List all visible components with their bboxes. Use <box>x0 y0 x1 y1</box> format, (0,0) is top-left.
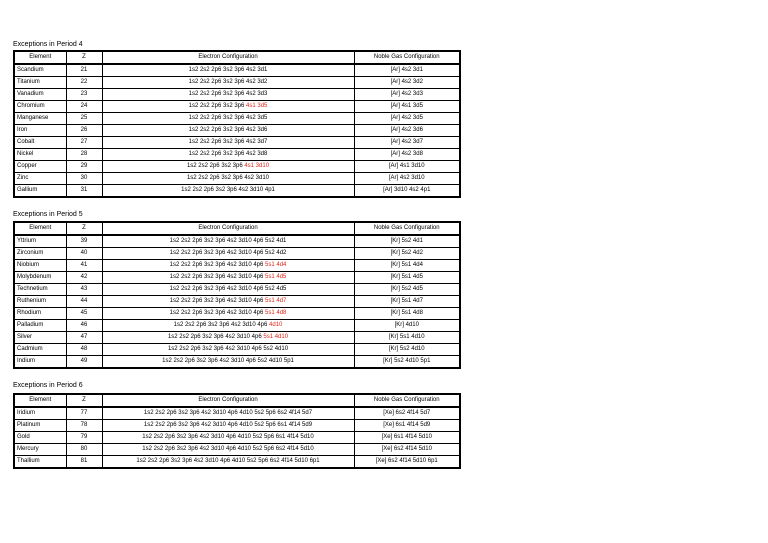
electron-config-text: 1s2 2s2 2p6 3s2 3p6 4s2 3d10 4p1 <box>181 187 275 193</box>
element-name-cell: Palladium <box>14 320 66 332</box>
electron-config-cell <box>102 356 354 369</box>
electron-config-cell <box>102 284 354 296</box>
atomic-number-cell: 40 <box>66 248 102 260</box>
atomic-number-cell: 43 <box>66 284 102 296</box>
element-header: Element <box>14 51 66 64</box>
electron-config-text: 1s2 2s2 2p6 3s2 3p6 4s2 3d10 4p6 <box>167 334 262 340</box>
noble-gas-config-cell: [Kr] 5s2 4d5 <box>354 284 460 296</box>
atomic-number-cell: 22 <box>66 77 102 89</box>
noble-gas-config-cell: [Xe] 6s2 4f14 5d7 <box>354 407 460 420</box>
table-row <box>14 308 460 320</box>
period4-title: Exceptions in Period 4 <box>13 41 83 48</box>
table-row <box>14 248 460 260</box>
header-row <box>14 394 460 407</box>
electron-config-cell <box>102 344 354 356</box>
electron-config-cell <box>102 296 354 308</box>
noble-gas-config-cell: [Ar] 4s2 3d5 <box>354 113 460 125</box>
element-name-cell: Yttrium <box>14 235 66 248</box>
atomic-number-cell: 29 <box>66 161 102 173</box>
electron-config-cell <box>102 77 354 89</box>
electron-config-cell <box>102 248 354 260</box>
electron-config-text: 1s2 2s2 2p6 3s2 3p6 <box>188 103 245 109</box>
table-row <box>14 113 460 125</box>
element-name-cell: Gallium <box>14 185 66 198</box>
element-name-cell: Rhodium <box>14 308 66 320</box>
element-name-cell: Thallium <box>14 456 66 469</box>
electron-config-cell <box>102 149 354 161</box>
atomic-number-cell: 24 <box>66 101 102 113</box>
table-row <box>14 101 460 113</box>
electron-config-cell <box>102 173 354 185</box>
element-name-cell: Molybdenum <box>14 272 66 284</box>
noble-gas-config-cell: [Xe] 6s1 4f14 5d10 <box>354 432 460 444</box>
z-header: Z <box>66 222 102 235</box>
element-name-cell: Iron <box>14 125 66 137</box>
electron-config-cell <box>102 125 354 137</box>
noble-gas-config-cell: [Ar] 4s2 3d7 <box>354 137 460 149</box>
table-row <box>14 137 460 149</box>
electron-config-text: 1s2 2s2 2p6 3s2 3p6 4s2 3d5 <box>188 115 268 121</box>
atomic-number-cell: 23 <box>66 89 102 101</box>
table-row <box>14 77 460 89</box>
electron-config-text: 1s2 2s2 2p6 3s2 3p6 4s2 3d10 4p6 4d10 5s2 5p6 6s2 4f14 5d10 <box>142 446 314 452</box>
electron-config-text: 1s2 2s2 2p6 3s2 3p6 4s2 3d10 4p6 4d10 5s2 5p6 6s2 4f14 5d10 6p1 <box>136 458 320 464</box>
electron-config-cell <box>102 444 354 456</box>
noble-gas-config-cell: [Xe] 6s1 4f14 5d9 <box>354 420 460 432</box>
header-row <box>14 51 460 64</box>
noble-gas-config-cell: [Ar] 4s2 3d1 <box>354 64 460 77</box>
electron-config-text: 1s2 2s2 2p6 3s2 3p6 4s2 3d10 4p6 5s2 4d10 5p1 <box>162 358 294 364</box>
atomic-number-cell: 80 <box>66 444 102 456</box>
noble-gas-config-cell: [Ar] 3d10 4s2 4p1 <box>354 185 460 198</box>
table-row <box>14 296 460 308</box>
table-row <box>14 420 460 432</box>
element-name-cell: Mercury <box>14 444 66 456</box>
exception-highlight-text: 5s1 4d4 <box>265 262 287 268</box>
table-row <box>14 161 460 173</box>
table-row <box>14 185 460 198</box>
electron-config-text: 1s2 2s2 2p6 3s2 3p6 4s2 3d10 4p6 4d10 5s2 5p6 6s2 4f14 5d7 <box>143 410 313 416</box>
electron-config-cell <box>102 185 354 198</box>
atomic-number-cell: 39 <box>66 235 102 248</box>
exception-highlight-text: 4s1 3d5 <box>246 103 268 109</box>
noble-gas-config-cell: [Ar] 4s2 3d8 <box>354 149 460 161</box>
table-row <box>14 272 460 284</box>
electron-config-text: 1s2 2s2 2p6 3s2 3p6 4s2 3d10 4p6 <box>169 298 264 304</box>
noble-gas-config-cell: [Kr] 5s2 4d10 5p1 <box>354 356 460 369</box>
element-name-cell: Platinum <box>14 420 66 432</box>
atomic-number-cell: 21 <box>66 64 102 77</box>
electron-config-cell <box>102 260 354 272</box>
electron-config-text: 1s2 2s2 2p6 3s2 3p6 4s2 3d10 4p6 5s2 4d1 <box>169 238 287 244</box>
noble-gas-config-cell: [Kr] 5s2 4d2 <box>354 248 460 260</box>
atomic-number-cell: 25 <box>66 113 102 125</box>
atomic-number-cell: 44 <box>66 296 102 308</box>
electron-config-text: 1s2 2s2 2p6 3s2 3p6 <box>186 163 243 169</box>
table-row <box>14 344 460 356</box>
electron-config-text: 1s2 2s2 2p6 3s2 3p6 4s2 3d10 4p6 <box>173 322 268 328</box>
electron-config-cell <box>102 235 354 248</box>
element-name-cell: Cadmium <box>14 344 66 356</box>
atomic-number-cell: 30 <box>66 173 102 185</box>
noble-gas-config-cell: [Ar] 4s2 3d6 <box>354 125 460 137</box>
element-name-cell: Silver <box>14 332 66 344</box>
element-name-cell: Vanadium <box>14 89 66 101</box>
electron-config-text: 1s2 2s2 2p6 3s2 3p6 4s2 3d10 <box>186 175 270 181</box>
element-name-cell: Niobium <box>14 260 66 272</box>
noble-gas-config-cell: [Xe] 6s2 4f14 5d10 6p1 <box>354 456 460 469</box>
exception-highlight-text: 5s1 4d5 <box>265 274 287 280</box>
electron-config-cell <box>102 272 354 284</box>
electron-config-cell <box>102 101 354 113</box>
noble-gas-config-cell: [Kr] 5s1 4d7 <box>354 296 460 308</box>
electron-config-cell <box>102 456 354 469</box>
noble-gas-config-cell: [Kr] 5s2 4d1 <box>354 235 460 248</box>
electron-config-cell <box>102 420 354 432</box>
atomic-number-cell: 42 <box>66 272 102 284</box>
table-row <box>14 320 460 332</box>
exception-highlight-text: 5s1 4d10 <box>263 334 289 340</box>
noble-gas-config-cell: [Ar] 4s2 3d3 <box>354 89 460 101</box>
period4-table <box>13 50 461 198</box>
electron-config-cell <box>102 64 354 77</box>
element-name-cell: Chromium <box>14 101 66 113</box>
electron-config-cell <box>102 89 354 101</box>
electron-config-text: 1s2 2s2 2p6 3s2 3p6 4s2 3d1 <box>188 67 268 73</box>
noble-gas-config-cell: [Ar] 4s2 3d2 <box>354 77 460 89</box>
element-name-cell: Technetium <box>14 284 66 296</box>
noble-gas-config-cell: [Ar] 4s2 3d10 <box>354 173 460 185</box>
table-row <box>14 64 460 77</box>
electron-config-header: Electron Configuration <box>102 394 354 407</box>
noble-gas-config-cell: [Kr] 5s1 4d10 <box>354 332 460 344</box>
noble-gas-config-header: Noble Gas Configuration <box>354 394 460 407</box>
element-name-cell: Manganese <box>14 113 66 125</box>
electron-config-cell <box>102 113 354 125</box>
atomic-number-cell: 49 <box>66 356 102 369</box>
electron-config-text: 1s2 2s2 2p6 3s2 3p6 4s2 3d10 4p6 5s2 4d5 <box>169 286 287 292</box>
noble-gas-config-cell: [Ar] 4s1 3d10 <box>354 161 460 173</box>
element-name-cell: Iridium <box>14 407 66 420</box>
table-row <box>14 173 460 185</box>
element-name-cell: Copper <box>14 161 66 173</box>
table-row <box>14 456 460 469</box>
electron-config-cell <box>102 407 354 420</box>
table-row <box>14 332 460 344</box>
exception-highlight-text: 5s1 4d8 <box>265 310 287 316</box>
z-header: Z <box>66 394 102 407</box>
electron-config-text: 1s2 2s2 2p6 3s2 3p6 4s2 3d10 4p6 <box>169 274 264 280</box>
noble-gas-config-cell: [Kr] 5s1 4d5 <box>354 272 460 284</box>
table-row <box>14 125 460 137</box>
noble-gas-config-header: Noble Gas Configuration <box>354 222 460 235</box>
electron-config-header: Electron Configuration <box>102 222 354 235</box>
element-name-cell: Indium <box>14 356 66 369</box>
noble-gas-config-cell: [Kr] 5s1 4d4 <box>354 260 460 272</box>
exception-highlight-text: 4d10 <box>269 322 283 328</box>
electron-config-cell <box>102 308 354 320</box>
electron-config-header: Electron Configuration <box>102 51 354 64</box>
atomic-number-cell: 28 <box>66 149 102 161</box>
electron-config-text: 1s2 2s2 2p6 3s2 3p6 4s2 3d7 <box>188 139 268 145</box>
table-row <box>14 407 460 420</box>
atomic-number-cell: 41 <box>66 260 102 272</box>
atomic-number-cell: 26 <box>66 125 102 137</box>
element-name-cell: Zirconium <box>14 248 66 260</box>
header-row <box>14 222 460 235</box>
table-row <box>14 356 460 369</box>
table-row <box>14 149 460 161</box>
atomic-number-cell: 27 <box>66 137 102 149</box>
electron-config-text: 1s2 2s2 2p6 3s2 3p6 4s2 3d10 4p6 5s2 4d2 <box>169 250 287 256</box>
element-name-cell: Nickel <box>14 149 66 161</box>
noble-gas-config-cell: [Ar] 4s1 3d5 <box>354 101 460 113</box>
table-row <box>14 89 460 101</box>
period6-title: Exceptions in Period 6 <box>13 382 83 389</box>
electron-config-cell <box>102 320 354 332</box>
element-name-cell: Zinc <box>14 173 66 185</box>
period6-table <box>13 393 461 469</box>
atomic-number-cell: 77 <box>66 407 102 420</box>
exception-highlight-text: 4s1 3d10 <box>244 163 270 169</box>
electron-config-text: 1s2 2s2 2p6 3s2 3p6 4s2 3d8 <box>188 151 268 157</box>
electron-config-cell <box>102 432 354 444</box>
element-name-cell: Cobalt <box>14 137 66 149</box>
table-row <box>14 260 460 272</box>
noble-gas-config-cell: [Kr] 5s2 4d10 <box>354 344 460 356</box>
atomic-number-cell: 45 <box>66 308 102 320</box>
exception-highlight-text: 5s1 4d7 <box>265 298 287 304</box>
noble-gas-config-cell: [Xe] 6s2 4f14 5d10 <box>354 444 460 456</box>
atomic-number-cell: 48 <box>66 344 102 356</box>
element-name-cell: Scandium <box>14 64 66 77</box>
noble-gas-config-cell: [Kr] 5s1 4d8 <box>354 308 460 320</box>
electron-config-cell <box>102 332 354 344</box>
element-name-cell: Ruthenium <box>14 296 66 308</box>
electron-config-text: 1s2 2s2 2p6 3s2 3p6 4s2 3d3 <box>188 91 268 97</box>
atomic-number-cell: 78 <box>66 420 102 432</box>
electron-config-text: 1s2 2s2 2p6 3s2 3p6 4s2 3d10 4p6 <box>169 310 264 316</box>
electron-config-cell <box>102 161 354 173</box>
element-name-cell: Gold <box>14 432 66 444</box>
atomic-number-cell: 31 <box>66 185 102 198</box>
electron-config-text: 1s2 2s2 2p6 3s2 3p6 4s2 3d6 <box>188 127 268 133</box>
table-row <box>14 284 460 296</box>
atomic-number-cell: 46 <box>66 320 102 332</box>
electron-config-text: 1s2 2s2 2p6 3s2 3p6 4s2 3d10 4p6 4d10 5s2 5p6 6s1 4f14 5d9 <box>143 422 313 428</box>
atomic-number-cell: 79 <box>66 432 102 444</box>
atomic-number-cell: 81 <box>66 456 102 469</box>
electron-config-text: 1s2 2s2 2p6 3s2 3p6 4s2 3d10 4p6 4d10 5s2 5p6 6s1 4f14 5d10 <box>142 434 314 440</box>
element-name-cell: Titanium <box>14 77 66 89</box>
element-header: Element <box>14 222 66 235</box>
noble-gas-config-cell: [Kr] 4d10 <box>354 320 460 332</box>
element-header: Element <box>14 394 66 407</box>
atomic-number-cell: 47 <box>66 332 102 344</box>
table-row <box>14 235 460 248</box>
table-row <box>14 432 460 444</box>
z-header: Z <box>66 51 102 64</box>
noble-gas-config-header: Noble Gas Configuration <box>354 51 460 64</box>
electron-config-text: 1s2 2s2 2p6 3s2 3p6 4s2 3d2 <box>188 79 268 85</box>
period5-title: Exceptions in Period 5 <box>13 211 83 218</box>
electron-config-cell <box>102 137 354 149</box>
table-row <box>14 444 460 456</box>
period5-table <box>13 221 461 369</box>
electron-config-text: 1s2 2s2 2p6 3s2 3p6 4s2 3d10 4p6 <box>169 262 264 268</box>
electron-config-text: 1s2 2s2 2p6 3s2 3p6 4s2 3d10 4p6 5s2 4d10 <box>167 346 289 352</box>
